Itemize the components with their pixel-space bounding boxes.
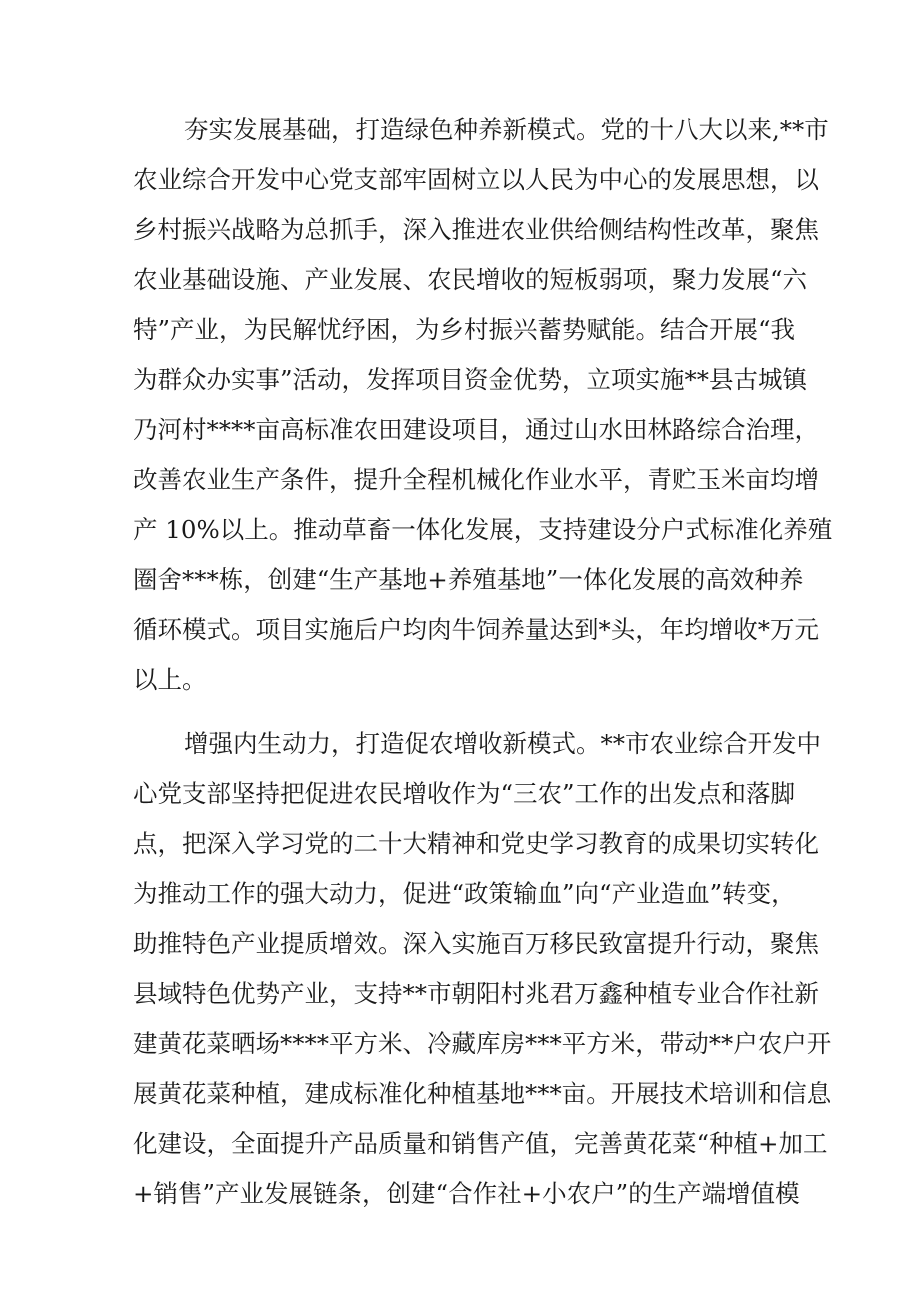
paragraph-2-line-9: 化建设，全面提升产品质量和销售产值，完善黄花菜“种植+加工 [133, 1129, 828, 1158]
paragraph-2-line-3: 点，把深入学习党的二十大精神和党史学习教育的成果切实转化 [133, 829, 819, 858]
paragraph-1-line-8: 改善农业生产条件，提升全程机械化作业水平，青贮玉米亩均增 [133, 465, 819, 494]
paragraph-1-line-6: 为群众办实事”活动，发挥项目资金优势，立项实施**县古城镇 [133, 365, 808, 394]
paragraph-1-line-2: 农业综合开发中心党支部牢固树立以人民为中心的发展思想，以 [133, 165, 819, 194]
paragraph-2-line-6: 县域特色优势产业，支持**市朝阳村兆君万鑫种植专业合作社新 [133, 979, 819, 1008]
paragraph-1-line-11: 循环模式。项目实施后户均肉牛饲养量达到*头，年均增收*万元 [133, 615, 819, 644]
paragraph-1-line-3: 乡村振兴战略为总抓手，深入推进农业供给侧结构性改革，聚焦 [133, 215, 819, 244]
paragraph-1-line-5: 特”产业，为民解忧纾困，为乡村振兴蓄势赋能。结合开展“我 [133, 315, 796, 344]
paragraph-2-line-2: 心党支部坚持把促进农民增收作为“三农”工作的出发点和落脚 [133, 779, 796, 808]
paragraph-1-line-9: 产 10%以上。推动草畜一体化发展，支持建设分户式标准化养殖 [133, 515, 833, 544]
paragraph-2-line-8: 展黄花菜种植，建成标准化种植基地***亩。开展技术培训和信息 [133, 1079, 832, 1108]
paragraph-1-line-1: 夯实发展基础，打造绿色种养新模式。党的十八大以来,**市 [184, 115, 829, 144]
paragraph-1-line-7: 乃河村****亩高标准农田建设项目，通过山水田林路综合治理， [133, 415, 819, 444]
paragraph-1-line-12: 以上。 [133, 665, 207, 694]
paragraph-1-line-4: 农业基础设施、产业发展、农民增收的短板弱项，聚力发展“六 [133, 265, 808, 294]
paragraph-2-line-1: 增强内生动力，打造促农增收新模式。**市农业综合开发中 [184, 729, 821, 758]
paragraph-2-line-4: 为推动工作的强大动力，促进“政策输血”向“产业造血”转变， [133, 879, 796, 908]
paragraph-2-line-7: 建黄花菜晒场****平方米、冷藏库房***平方米，带动**户农户开 [133, 1029, 832, 1058]
paragraph-2-line-5: 助推特色产业提质增效。深入实施百万移民致富提升行动，聚焦 [133, 929, 819, 958]
paragraph-2-line-10: +销售”产业发展链条，创建“合作社+小农户”的生产端增值模 [133, 1179, 800, 1208]
paragraph-1-line-10: 圈舍***栋，创建“生产基地+养殖基地”一体化发展的高效种养 [133, 565, 804, 594]
